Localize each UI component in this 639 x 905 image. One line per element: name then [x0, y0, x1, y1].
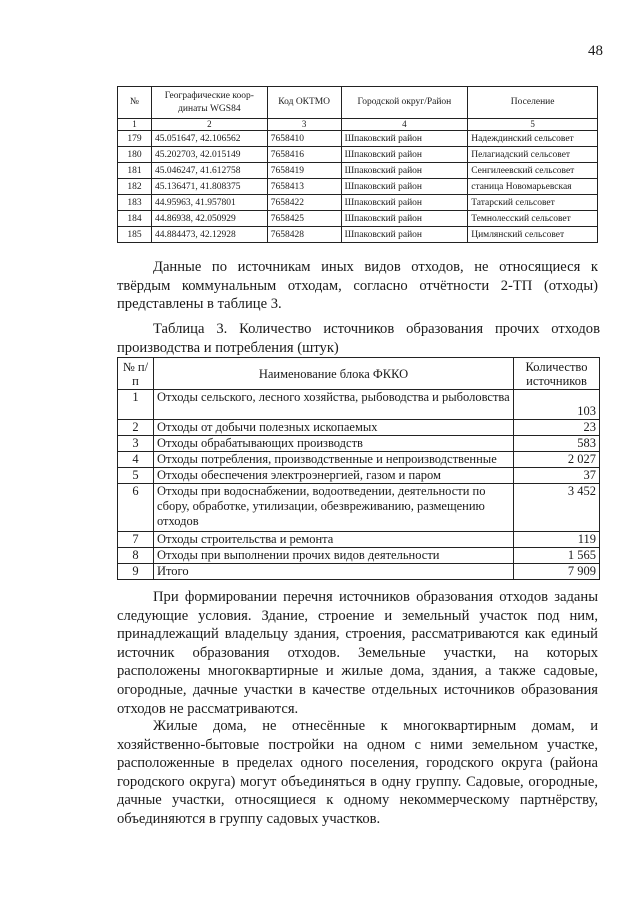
table-row	[118, 468, 600, 484]
paragraph-conditions: При формировании перечня источников образования отходов заданы следующие условия. Здание, строение и земельный участок под ним, принадлежащий владельцу здания, строения, рассматриваются как единый источник образования отходов. Земельные участки, на которых расположены многоквартирные и жилые дома, здания, а также садовые, огородные, дачные участки в качестве отдельных источников образования отходов не рассматриваются.	[117, 589, 598, 717]
table-row	[118, 548, 600, 564]
row-count: 37	[514, 468, 600, 484]
row-district: Шпаковский район	[341, 147, 468, 163]
row-settlement: станица Новомарьевская	[468, 179, 598, 195]
row-number: 4	[118, 452, 154, 468]
row-count: 7 909	[514, 564, 600, 580]
row-number: 5	[118, 468, 154, 484]
row-settlement: Сенгилеевский сельсовет	[468, 163, 598, 179]
waste-sources-table	[117, 357, 600, 580]
row-coordinates: 44.884473, 42.12928	[151, 227, 267, 243]
row-oktmo: 7658428	[267, 227, 341, 243]
page-number: 48	[588, 43, 603, 59]
row-district: Шпаковский район	[341, 131, 468, 147]
column-number: 3	[267, 119, 341, 131]
column-number: 4	[341, 119, 468, 131]
table-row	[118, 147, 598, 163]
row-settlement: Надеждинский сельсовет	[468, 131, 598, 147]
row-oktmo: 7658416	[267, 147, 341, 163]
row-number: 8	[118, 548, 154, 564]
row-count: 23	[514, 420, 600, 436]
row-number: 182	[118, 179, 152, 195]
table-row	[118, 420, 600, 436]
row-fkko-block: Отходы обрабатывающих производств	[153, 436, 513, 452]
table-row	[118, 564, 600, 580]
row-number: 7	[118, 532, 154, 548]
table-row	[118, 211, 598, 227]
row-coordinates: 45.136471, 41.808375	[151, 179, 267, 195]
row-fkko-block: Итого	[153, 564, 513, 580]
table-row	[118, 390, 600, 420]
row-fkko-block: Отходы обеспечения электроэнергией, газом и паром	[153, 468, 513, 484]
header-num: № п/п	[118, 358, 154, 390]
row-settlement: Татарский сельсовет	[468, 195, 598, 211]
row-count: 583	[514, 436, 600, 452]
header-count: Количество источников	[514, 358, 600, 390]
row-count: 1 565	[514, 548, 600, 564]
column-number: 2	[151, 119, 267, 131]
paragraph-grouping: Жилые дома, не отнесённые к многоквартирным домам, и хозяйственно-бытовые постройки на одном с ними земельном участке, расположенные в пределах одного поселения, городского округа (района городского округа) могут объединяться в одну группу. Садовые, огородные, дачные участки, относящиеся к одному некоммерческому партнёрству, объединяются в группу садовых участков.	[117, 718, 598, 827]
row-fkko-block: Отходы строительства и ремонта	[153, 532, 513, 548]
row-count: 103	[514, 390, 600, 420]
row-district: Шпаковский район	[341, 179, 468, 195]
table-row	[118, 452, 600, 468]
row-coordinates: 44.95963, 41.957801	[151, 195, 267, 211]
row-oktmo: 7658413	[267, 179, 341, 195]
row-fkko-block: Отходы при водоснабжении, водоотведении, деятельности по сбору, обработке, утилизации, обезвреживанию, размещению отходов	[153, 484, 513, 532]
table-row	[118, 436, 600, 452]
table-row	[118, 131, 598, 147]
header-num: №	[118, 87, 152, 119]
row-count: 119	[514, 532, 600, 548]
row-coordinates: 44.86938, 42.050929	[151, 211, 267, 227]
settlements-table	[117, 86, 598, 243]
table-row	[118, 195, 598, 211]
table-row	[118, 179, 598, 195]
row-oktmo: 7658425	[267, 211, 341, 227]
column-number: 5	[468, 119, 598, 131]
row-fkko-block: Отходы от добычи полезных ископаемых	[153, 420, 513, 436]
row-number: 6	[118, 484, 154, 532]
header-district: Городской округ/Район	[341, 87, 468, 119]
row-oktmo: 7658410	[267, 131, 341, 147]
row-settlement: Цимлянский сельсовет	[468, 227, 598, 243]
row-coordinates: 45.202703, 42.015149	[151, 147, 267, 163]
row-number: 184	[118, 211, 152, 227]
row-district: Шпаковский район	[341, 195, 468, 211]
row-fkko-block: Отходы потребления, производственные и непроизводственные	[153, 452, 513, 468]
row-number: 180	[118, 147, 152, 163]
table-row	[118, 484, 600, 532]
table-row	[118, 163, 598, 179]
row-coordinates: 45.051647, 42.106562	[151, 131, 267, 147]
row-number: 181	[118, 163, 152, 179]
row-number: 2	[118, 420, 154, 436]
header-fkko-block: Наименование блока ФККО	[153, 358, 513, 390]
header-coords: Географические коор-динаты WGS84	[151, 87, 267, 119]
row-district: Шпаковский район	[341, 211, 468, 227]
row-number: 9	[118, 564, 154, 580]
table-row	[118, 227, 598, 243]
row-number: 1	[118, 390, 154, 420]
header-settlement: Поселение	[468, 87, 598, 119]
row-number: 179	[118, 131, 152, 147]
table-row	[118, 532, 600, 548]
row-number: 3	[118, 436, 154, 452]
row-fkko-block: Отходы сельского, лесного хозяйства, рыбоводства и рыболовства	[153, 390, 513, 420]
row-oktmo: 7658422	[267, 195, 341, 211]
column-number: 1	[118, 119, 152, 131]
row-coordinates: 45.046247, 41.612758	[151, 163, 267, 179]
row-count: 3 452	[514, 484, 600, 532]
row-number: 183	[118, 195, 152, 211]
row-count: 2 027	[514, 452, 600, 468]
row-number: 185	[118, 227, 152, 243]
row-district: Шпаковский район	[341, 163, 468, 179]
paragraph-intro: Данные по источникам иных видов отходов, не относящиеся к твёрдым коммунальным отходам, согласно отчётности 2-ТП (отходы) представлены в таблице 3.	[117, 259, 598, 313]
row-district: Шпаковский район	[341, 227, 468, 243]
header-oktmo: Код ОКТМО	[267, 87, 341, 119]
table3-caption: Таблица 3. Количество источников образования прочих отходов производства и потребления (штук)	[117, 321, 600, 356]
row-oktmo: 7658419	[267, 163, 341, 179]
row-settlement: Темнолесский сельсовет	[468, 211, 598, 227]
row-settlement: Пелагиадский сельсовет	[468, 147, 598, 163]
row-fkko-block: Отходы при выполнении прочих видов деятельности	[153, 548, 513, 564]
